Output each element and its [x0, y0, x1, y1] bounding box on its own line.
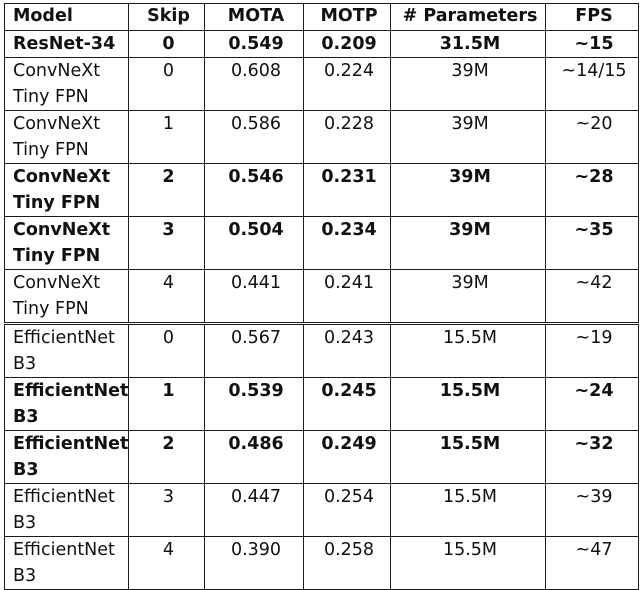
cell-fps: ~39: [546, 484, 639, 537]
cell-fps: ~42: [546, 270, 639, 323]
cell-motp: 0.209: [304, 31, 391, 58]
cell-model: ConvNeXt Tiny FPN: [5, 58, 129, 111]
cell-model: EfficientNet B3: [5, 325, 129, 378]
table-row: [5, 58, 639, 111]
cell-motp: 0.249: [304, 431, 391, 484]
cell-motp: 0.243: [304, 325, 391, 378]
cell-fps: ~19: [546, 325, 639, 378]
cell-motp: 0.224: [304, 58, 391, 111]
cell-model: ConvNeXt Tiny FPN: [5, 217, 129, 270]
cell-fps: ~14/15: [546, 58, 639, 111]
cell-mota: 0.539: [205, 378, 304, 431]
header-motp: MOTP: [304, 4, 391, 31]
cell-skip: 4: [129, 270, 205, 323]
cell-skip: 3: [129, 484, 205, 537]
table-row: [5, 431, 639, 484]
cell-parameters: 15.5M: [391, 431, 546, 484]
header-row: [5, 4, 639, 31]
table-row: [5, 31, 639, 58]
cell-model: EfficientNet B3: [5, 484, 129, 537]
cell-parameters: 15.5M: [391, 378, 546, 431]
table-row: [5, 111, 639, 164]
cell-mota: 0.441: [205, 270, 304, 323]
cell-parameters: 15.5M: [391, 537, 546, 590]
cell-fps: ~24: [546, 378, 639, 431]
cell-parameters: 39M: [391, 217, 546, 270]
cell-skip: 4: [129, 537, 205, 590]
cell-mota: 0.586: [205, 111, 304, 164]
cell-skip: 1: [129, 378, 205, 431]
cell-parameters: 39M: [391, 270, 546, 323]
cell-motp: 0.231: [304, 164, 391, 217]
cell-mota: 0.447: [205, 484, 304, 537]
cell-skip: 1: [129, 111, 205, 164]
cell-model: ConvNeXt Tiny FPN: [5, 270, 129, 323]
table-row: [5, 325, 639, 378]
cell-fps: ~47: [546, 537, 639, 590]
results-table-bottom: [4, 324, 639, 590]
table-row: [5, 378, 639, 431]
cell-parameters: 39M: [391, 111, 546, 164]
cell-fps: ~15: [546, 31, 639, 58]
cell-parameters: 39M: [391, 58, 546, 111]
cell-fps: ~35: [546, 217, 639, 270]
cell-mota: 0.390: [205, 537, 304, 590]
header-skip: Skip: [129, 4, 205, 31]
cell-mota: 0.546: [205, 164, 304, 217]
cell-motp: 0.241: [304, 270, 391, 323]
table-row: [5, 537, 639, 590]
cell-mota: 0.549: [205, 31, 304, 58]
table-row: [5, 164, 639, 217]
table-row: [5, 217, 639, 270]
cell-skip: 0: [129, 325, 205, 378]
cell-motp: 0.234: [304, 217, 391, 270]
cell-parameters: 39M: [391, 164, 546, 217]
results-table-top: [4, 3, 639, 323]
cell-skip: 0: [129, 31, 205, 58]
table-row: [5, 270, 639, 323]
header-mota: MOTA: [205, 4, 304, 31]
cell-fps: ~28: [546, 164, 639, 217]
cell-motp: 0.258: [304, 537, 391, 590]
cell-model: EfficientNet B3: [5, 431, 129, 484]
cell-mota: 0.567: [205, 325, 304, 378]
cell-model: ConvNeXt Tiny FPN: [5, 111, 129, 164]
cell-skip: 2: [129, 431, 205, 484]
cell-model: EfficientNet B3: [5, 537, 129, 590]
cell-skip: 2: [129, 164, 205, 217]
cell-motp: 0.228: [304, 111, 391, 164]
cell-fps: ~32: [546, 431, 639, 484]
cell-model: EfficientNet B3: [5, 378, 129, 431]
cell-mota: 0.486: [205, 431, 304, 484]
cell-fps: ~20: [546, 111, 639, 164]
cell-parameters: 15.5M: [391, 484, 546, 537]
table-row: [5, 484, 639, 537]
header-fps: FPS: [546, 4, 639, 31]
cell-skip: 0: [129, 58, 205, 111]
header-parameters: # Parameters: [391, 4, 546, 31]
cell-mota: 0.608: [205, 58, 304, 111]
cell-skip: 3: [129, 217, 205, 270]
cell-model: ResNet-34: [5, 31, 129, 58]
cell-motp: 0.254: [304, 484, 391, 537]
cell-model: ConvNeXt Tiny FPN: [5, 164, 129, 217]
cell-mota: 0.504: [205, 217, 304, 270]
cell-parameters: 31.5M: [391, 31, 546, 58]
cell-motp: 0.245: [304, 378, 391, 431]
cell-parameters: 15.5M: [391, 325, 546, 378]
header-model: Model: [5, 4, 129, 31]
